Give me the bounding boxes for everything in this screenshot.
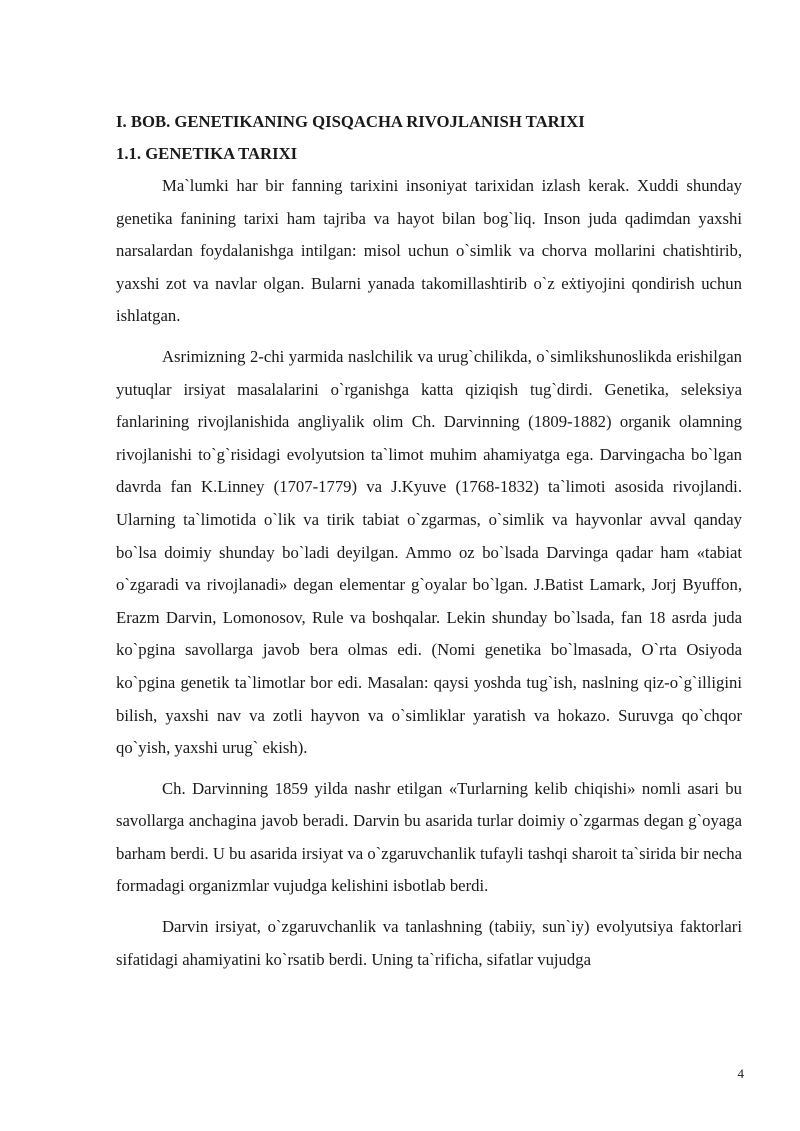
document-page [116,106,742,984]
page-number: 4 [737,1066,744,1081]
paragraph-2: Asrimizning 2-chi yarmida naslchilik va urug`chilikda, o`simlikshunoslikda erishilgan yutuqlar irsiyat masalalarini o`rganishga katta qiziqish tug`dirdi. Genetika, seleksiya fanlarining rivojlanishida angliyalik olim Ch. Darvinning (1809-1882) organik olamning rivojlanishi to`g`risidagi evolyutsion ta`limot muhim ahamiyatga ega. Darvingacha bo`lgan davrda fan K.Linney (1707-1779) va J.Kyuve (1768-1832) ta`limoti asosida rivojlandi. Ularning ta`limotida o`lik va tirik tabiat o`zgarmas, o`simlik va hayvonlar avval qanday bo`lsa doimiy shunday bo`ladi deyilgan. Ammo oz bo`lsada Darvinga qadar ham «tabiat o`zgaradi va rivojlanadi» degan elementar g`oyalar bo`lgan. J.Batist Lamark, Jorj Byuffon, Erazm Darvin, Lomonosov, Rule va boshqalar. Lekin shunday bo`lsada, fan 18 asrda juda ko`pgina savollarga javob bera olmas edi. (Nomi genetika bo`lmasada, O`rta Osiyoda ko`pgina genetik ta`limotlar bor edi. Masalan: qaysi yoshda tug`ish, naslning qiz-o`g`illigini bilish, yaxshi nav va zotli hayvon va o`simliklar yaratish va hokazo. Suruvga qo`chqor qo`yish, yaxshi urug` ekish). [116,346,742,758]
paragraph-3: Ch. Darvinning 1859 yilda nashr etilgan «Turlarning kelib chiqishi» nomli asari bu savollarga anchagina javob beradi. Darvin bu asarida turlar doimiy o`zgarmas degan g`oyaga barham berdi. U bu asarida irsiyat va o`zgaruvchanlik tufayli tashqi sharoit ta`sirida bir necha formadagi organizmlar vujudga kelishini isbotlab berdi. [116,778,742,896]
section-title: 1.1. GENETIKA TARIXI [116,144,298,163]
paragraph-1: Ma`lumki har bir fanning tarixini insoniyat tarixidan izlash kerak. Xuddi shunday genetika fanining tarixi ham tajriba va hayot bilan bog`liq. Inson juda qadimdan yaxshi narsalardan foydalanishga intilgan: misol uchun o`simlik va chorva mollarini chatishtirib, yaxshi zot va navlar olgan. Bularni yanada takomillashtirib o`z eẋtiyojini qondirish uchun ishlatgan. [116,176,742,326]
paragraph-4: Darvin irsiyat, o`zgaruvchanlik va tanlashning (tabiiy, sun`iy) evolyutsiya faktorlari sifatidagi ahamiyatini ko`rsatib berdi. Uning ta`rificha, sifatlar vujudga [116,917,742,969]
chapter-title: I. BOB. GENETIKANING QISQACHA RIVOJLANISH TARIXI [116,112,585,131]
